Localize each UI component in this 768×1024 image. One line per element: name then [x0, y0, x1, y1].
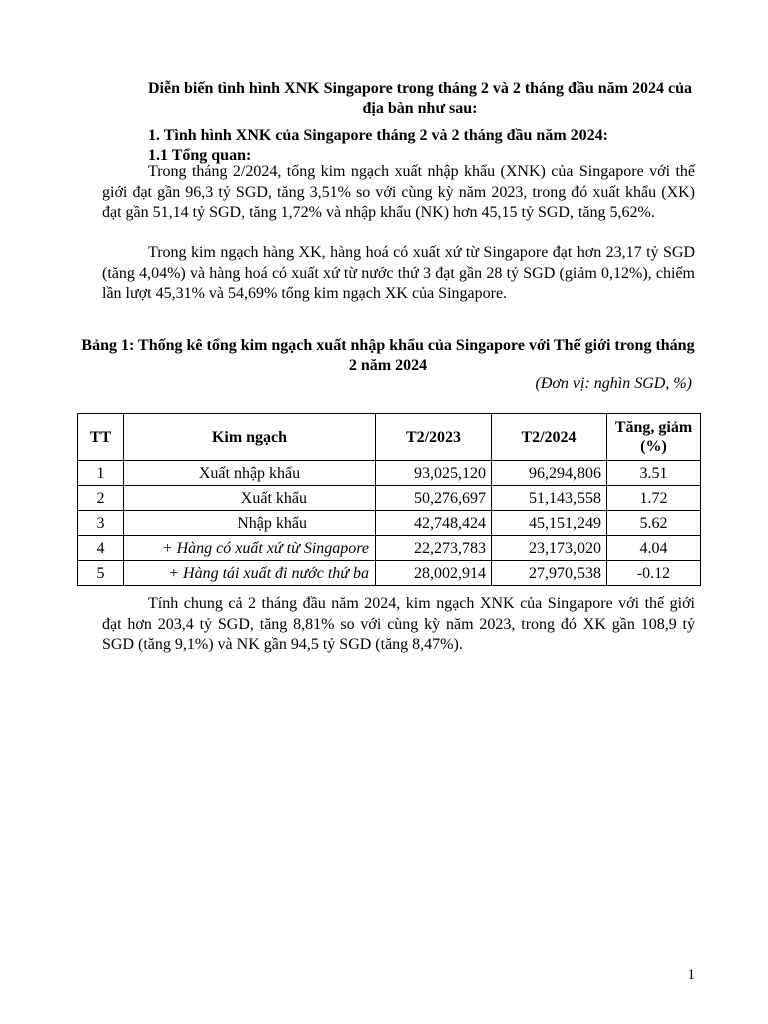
cell-t2-2024: 27,970,538 — [492, 561, 607, 586]
header-t2-2024: T2/2024 — [492, 414, 607, 461]
cell-name: Xuất nhập khẩu — [124, 461, 376, 486]
cell-t2-2023: 93,025,120 — [376, 461, 492, 486]
two-month-summary-paragraph: Tính chung cả 2 tháng đầu năm 2024, kim ngạch XNK của Singapore với thế giới đạt hơn 203,4 tỷ SGD, tăng 8,81% so với cùng kỳ năm 2023, trong đó XK gần 108,9 tỷ SGD (tăng 9,1%) và NK gần 94,5 tỷ SGD (tăng 8,47%). — [102, 595, 695, 653]
overview-paragraph: Trong tháng 2/2024, tổng kim ngạch xuất nhập khẩu (XNK) của Singapore với thế giới đạt gần 96,3 tỷ SGD, tăng 3,51% so với cùng kỳ năm 2023, trong đó xuất khẩu (XK) đạt gần 51,14 tỷ SGD, tăng 1,72% và nhập khẩu (NK) hơn 45,15 tỷ SGD, tăng 5,62%. — [102, 163, 695, 221]
cell-tt: 5 — [78, 561, 124, 586]
page-number: 1 — [687, 967, 695, 983]
cell-t2-2024: 51,143,558 — [492, 486, 607, 511]
header-name: Kim ngạch — [124, 414, 376, 461]
cell-change: 5.62 — [607, 511, 701, 536]
cell-t2-2024: 96,294,806 — [492, 461, 607, 486]
document-title: Diễn biến tình hình XNK Singapore trong tháng 2 và 2 tháng đầu năm 2024 của địa bàn như sau: — [148, 80, 692, 117]
table-row — [78, 511, 701, 536]
cell-name: + Hàng tái xuất đi nước thứ ba — [124, 561, 376, 586]
cell-t2-2024: 45,151,249 — [492, 511, 607, 536]
cell-t2-2023: 22,273,783 — [376, 536, 492, 561]
cell-name: + Hàng có xuất xứ từ Singapore — [124, 536, 376, 561]
table-row — [78, 536, 701, 561]
cell-name: Nhập khẩu — [124, 511, 376, 536]
table-unit-note: (Đơn vị: nghìn SGD, %) — [535, 375, 692, 392]
header-tt: TT — [78, 414, 124, 461]
trade-statistics-table — [77, 413, 701, 586]
export-breakdown-paragraph: Trong kim ngạch hàng XK, hàng hoá có xuất xứ từ Singapore đạt hơn 23,17 tỷ SGD (tăng 4,04%) và hàng hoá có xuất xứ từ nước thứ 3 đạt gần 28 tỷ SGD (giảm 0,12%), chiếm lần lượt 45,31% và 54,69% tổng kim ngạch XK của Singapore. — [102, 244, 695, 302]
cell-t2-2023: 50,276,697 — [376, 486, 492, 511]
table-caption: Bảng 1: Thống kê tổng kim ngạch xuất nhập khẩu của Singapore với Thế giới trong tháng 2 năm 2024 — [81, 337, 695, 374]
header-change: Tăng, giảm (%) — [607, 414, 701, 461]
header-t2-2023: T2/2023 — [376, 414, 492, 461]
cell-tt: 1 — [78, 461, 124, 486]
cell-change: 4.04 — [607, 536, 701, 561]
cell-t2-2023: 42,748,424 — [376, 511, 492, 536]
section-heading: 1. Tình hình XNK của Singapore tháng 2 và 2 tháng đầu năm 2024: — [148, 127, 608, 144]
table-row — [78, 561, 701, 586]
cell-t2-2024: 23,173,020 — [492, 536, 607, 561]
table-header-row — [78, 414, 701, 461]
cell-tt: 4 — [78, 536, 124, 561]
cell-tt: 2 — [78, 486, 124, 511]
cell-t2-2023: 28,002,914 — [376, 561, 492, 586]
subsection-heading: 1.1 Tổng quan: — [148, 147, 252, 164]
cell-name: Xuất khẩu — [124, 486, 376, 511]
cell-change: 3.51 — [607, 461, 701, 486]
cell-change: 1.72 — [607, 486, 701, 511]
table-row — [78, 486, 701, 511]
table-row — [78, 461, 701, 486]
cell-tt: 3 — [78, 511, 124, 536]
cell-change: -0.12 — [607, 561, 701, 586]
